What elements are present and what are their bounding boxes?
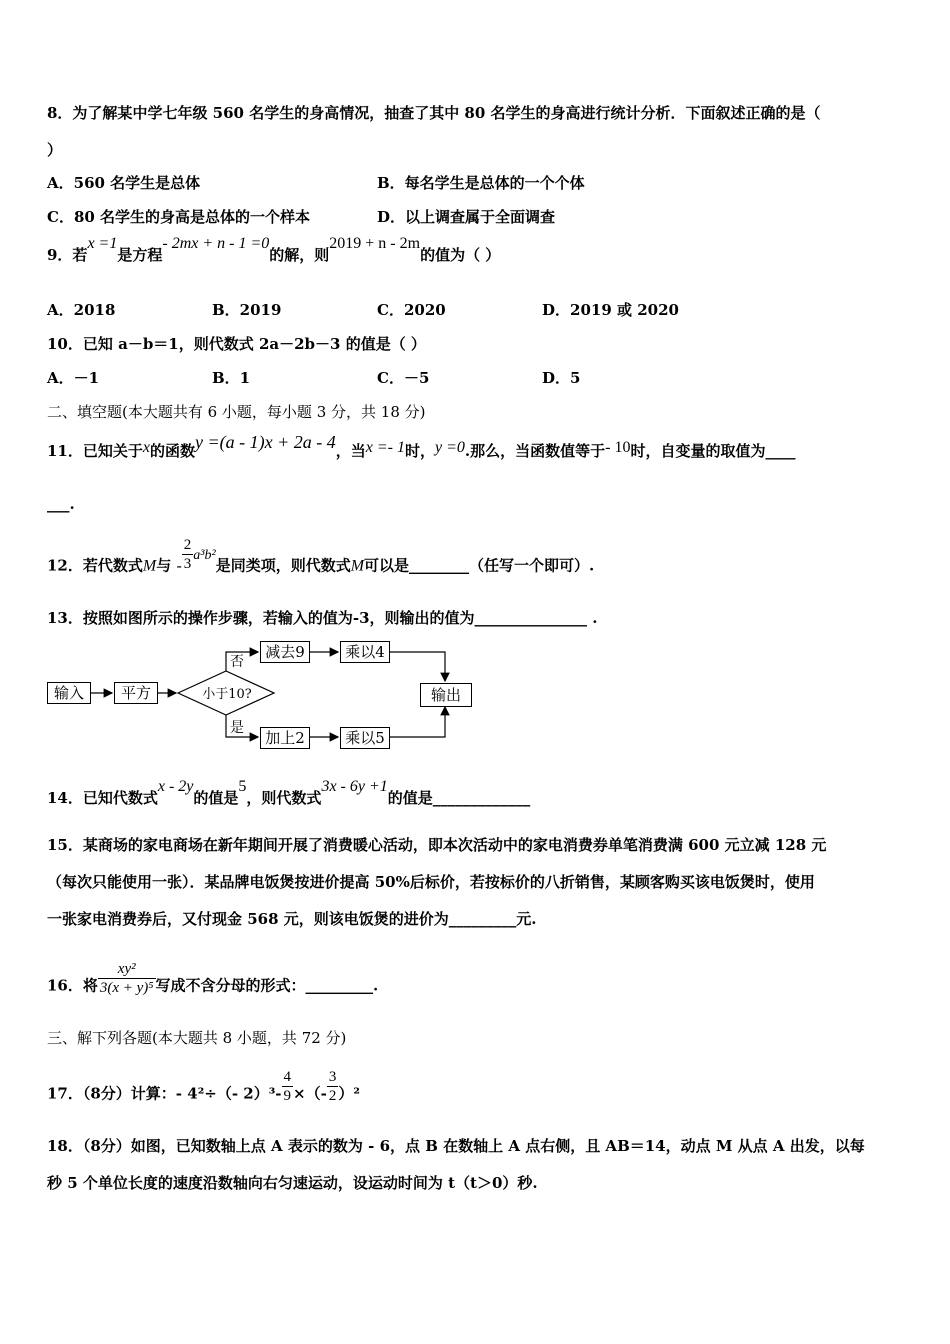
q15-line-2: （每次只能使用一张）．某品牌电饭煲按进价提高 50%后标价，若按标价的八折销售，某顾客购买该电饭煲时，使用 xyxy=(47,873,815,891)
q9-eq-equation: - 2mx + n - 1 =0 xyxy=(162,235,270,252)
q11-function: y =(a - 1)x + 2a - 4 xyxy=(195,432,336,452)
q10-stem: 10．已知 a－b＝1，则代数式 2a－2b－3 的值是（ ） xyxy=(47,335,426,353)
flow-plus2-box: 加上2 xyxy=(260,727,310,749)
q9-option-b: B．2019 xyxy=(212,301,282,319)
q8-option-a: A．560 名学生是总体 xyxy=(47,174,201,192)
q8-option-c: C．80 名学生的身高是总体的一个样本 xyxy=(47,208,311,226)
q11-stem-cont: ___. xyxy=(47,495,75,513)
flow-no-label: 否 xyxy=(230,654,244,670)
q12-stem: 12．若代数式M与 - $\frac{2}{3}$ a³b²是同类项，则代数式M可以是________（任写一个即可）. xyxy=(47,537,595,575)
q18-line-1: 18．（8分）如图，已知数轴上点 A 表示的数为 - 6，点 B 在数轴上 A 点右侧，且 AB＝14，动点 M 从点 A 出发，以每 xyxy=(47,1137,865,1155)
q14-stem: 14．已知代数式x - 2y的值是5，则代数式3x - 6y +1的值是_____________ xyxy=(47,778,531,807)
q8-option-b: B．每名学生是总体的一个个体 xyxy=(377,174,585,192)
flow-yes-label: 是 xyxy=(230,720,244,736)
flow-times5-box: 乘以5 xyxy=(340,727,390,749)
q10-option-b: B．1 xyxy=(212,369,251,387)
q15-line-1: 15．某商场的家电商场在新年期间开展了消费暖心活动，即本次活动中的家电消费券单笔消费满 600 元立减 128 元 xyxy=(47,836,827,854)
q11-stem: 11．已知关于x的函数y =(a - 1)x + 2a - 4，当x =- 1时，y =0.那么，当函数值等于- 10时，自变量的取值为____ xyxy=(47,432,796,460)
q13-stem: 13．按照如图所示的操作步骤，若输入的值为-3，则输出的值为_______________ . xyxy=(47,609,598,627)
q16-stem: 16．将 $\frac{\text{xy²}}{\text{3(x + y)⁵}}$ 写成不含分母的形式：_________. xyxy=(47,961,379,996)
section-2-heading: 二、填空题(本大题共有 6 小题，每小题 3 分，共 18 分) xyxy=(47,403,426,421)
flow-decision: 小于10? xyxy=(202,687,252,702)
flow-square-box: 平方 xyxy=(114,682,158,704)
flow-times4-box: 乘以4 xyxy=(340,641,390,663)
flow-input-box: 输入 xyxy=(47,682,91,704)
q8-option-d: D．以上调查属于全面调查 xyxy=(377,208,556,226)
q8-stem-cont: ） xyxy=(47,141,63,159)
flow-minus9-box: 减去9 xyxy=(260,641,310,663)
q8-stem: 8．为了解某中学七年级 560 名学生的身高情况，抽查了其中 80 名学生的身高进行统计分析．下面叙述正确的是（ xyxy=(47,104,821,122)
q9-option-c: C．2020 xyxy=(377,301,446,319)
q12-fraction: $\frac{2}{3}$ xyxy=(183,537,192,572)
q10-option-d: D．5 xyxy=(542,369,581,387)
q17-stem: 17．（8分）计算：- 4²÷（- 2）³- $\frac{4}{9}$ ×（- $\frac{3}{2}$ ）² xyxy=(47,1069,360,1104)
section-3-heading: 三、解下列各题(本大题共 8 小题，共 72 分) xyxy=(47,1029,347,1047)
q9-eq-x: x =1 xyxy=(87,235,118,252)
q10-option-c: C．－5 xyxy=(377,369,430,387)
flowchart xyxy=(40,635,480,760)
q16-fraction: $\frac{\text{xy²}}{\text{3(x + y)⁵}}$ xyxy=(99,961,154,996)
flow-output-box: 输出 xyxy=(420,683,472,707)
q15-line-3: 一张家电消费券后，又付现金 568 元，则该电饭煲的进价为_________元. xyxy=(47,910,537,928)
q9-option-a: A．2018 xyxy=(47,301,116,319)
q9-eq-expression: 2019 + n - 2m xyxy=(329,235,421,252)
q18-line-2: 秒 5 个单位长度的速度沿数轴向右匀速运动，设运动时间为 t（t＞0）秒. xyxy=(47,1174,538,1192)
q9-option-d: D．2019 或 2020 xyxy=(542,301,679,319)
q10-option-a: A．－1 xyxy=(47,369,100,387)
q9-stem: 9．若x =1是方程- 2mx + n - 1 =0的解，则2019 + n - 2m的值为（ ） xyxy=(47,235,501,264)
